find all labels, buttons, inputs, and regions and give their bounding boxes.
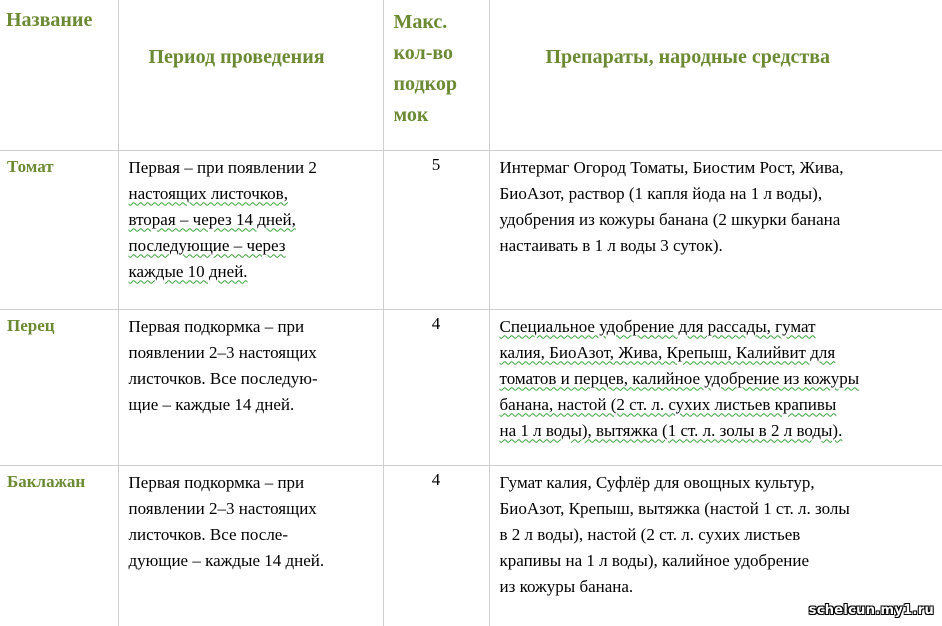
max-feedings: 5	[383, 150, 489, 309]
prep-line: БиоАзот, раствор (1 капля йода на 1 л воды),	[499, 183, 823, 203]
period-line: Первая – при появлении 2	[128, 157, 317, 177]
prep-line: настаивать в 1 л воды 3 суток).	[499, 235, 723, 255]
prep-line: на 1 л воды), вытяжка (1 ст. л. золы в 2 л воды).	[499, 420, 843, 440]
prep-line: Интермаг Огород Томаты, Биостим Рост, Жива,	[499, 157, 844, 177]
prep-line: в 2 л воды), настой (2 ст. л. сухих листьев	[499, 524, 801, 544]
preparations-cell	[489, 150, 942, 309]
prep-line: крапивы на 1 л воды), калийное удобрение	[499, 550, 809, 570]
period-line: каждые 10 дней.	[128, 261, 248, 281]
header-row	[0, 0, 942, 150]
preparations-cell	[489, 309, 942, 465]
period-cell	[118, 150, 383, 309]
prep-line: удобрения из кожуры банана (2 шкурки банана	[499, 209, 841, 229]
prep-line: Специальное удобрение для рассады, гумат	[499, 316, 816, 336]
header-max-line: мок	[393, 104, 429, 126]
table-row	[0, 150, 942, 309]
header-max-feedings	[383, 0, 489, 150]
prep-line: из кожуры банана.	[499, 576, 634, 596]
period-line: Первая подкормка – при	[128, 316, 305, 336]
header-name: Название	[0, 0, 118, 150]
table-row	[0, 465, 942, 626]
crop-name: Томат	[0, 150, 118, 309]
prep-line: калия, БиоАзот, Жива, Крепыш, Калийвит для	[499, 342, 836, 362]
period-line: Первая подкормка – при	[128, 472, 305, 492]
period-line: появлении 2–3 настоящих	[128, 342, 317, 362]
crop-name: Баклажан	[7, 471, 86, 491]
header-max-line: Макс.	[393, 11, 448, 33]
period-line: настоящих листочков,	[128, 183, 288, 203]
prep-line: БиоАзот, Крепыш, вытяжка (настой 1 ст. л. золы	[499, 498, 850, 518]
site-watermark: schelcun.my1.ru	[808, 603, 934, 618]
period-cell	[118, 309, 383, 465]
header-max-line: подкор	[393, 73, 457, 95]
period-line: щие – каждые 14 дней.	[128, 394, 295, 414]
period-line: вторая – через 14 дней,	[128, 209, 296, 229]
prep-line: Гумат калия, Суфлёр для овощных культур,	[499, 472, 815, 492]
period-cell	[118, 465, 383, 626]
header-preparations: Препараты, народные средства	[489, 0, 942, 150]
preparations-cell	[489, 465, 942, 626]
period-line: листочков. Все последую-	[128, 368, 318, 388]
header-max-line: кол-во	[393, 42, 454, 64]
prep-line: банана, настой (2 ст. л. сухих листьев крапивы	[499, 394, 837, 414]
period-line: последующие – через	[128, 235, 286, 255]
crop-name: Перец	[0, 309, 118, 465]
max-feedings: 4	[383, 465, 489, 626]
period-line: листочков. Все после-	[128, 524, 289, 544]
period-line: дующие – каждые 14 дней.	[128, 550, 325, 570]
max-feedings: 4	[383, 309, 489, 465]
prep-line: томатов и перцев, калийное удобрение из кожуры	[499, 368, 860, 388]
table-row	[0, 309, 942, 465]
period-line: появлении 2–3 настоящих	[128, 498, 317, 518]
header-period: Период проведения	[118, 0, 383, 150]
